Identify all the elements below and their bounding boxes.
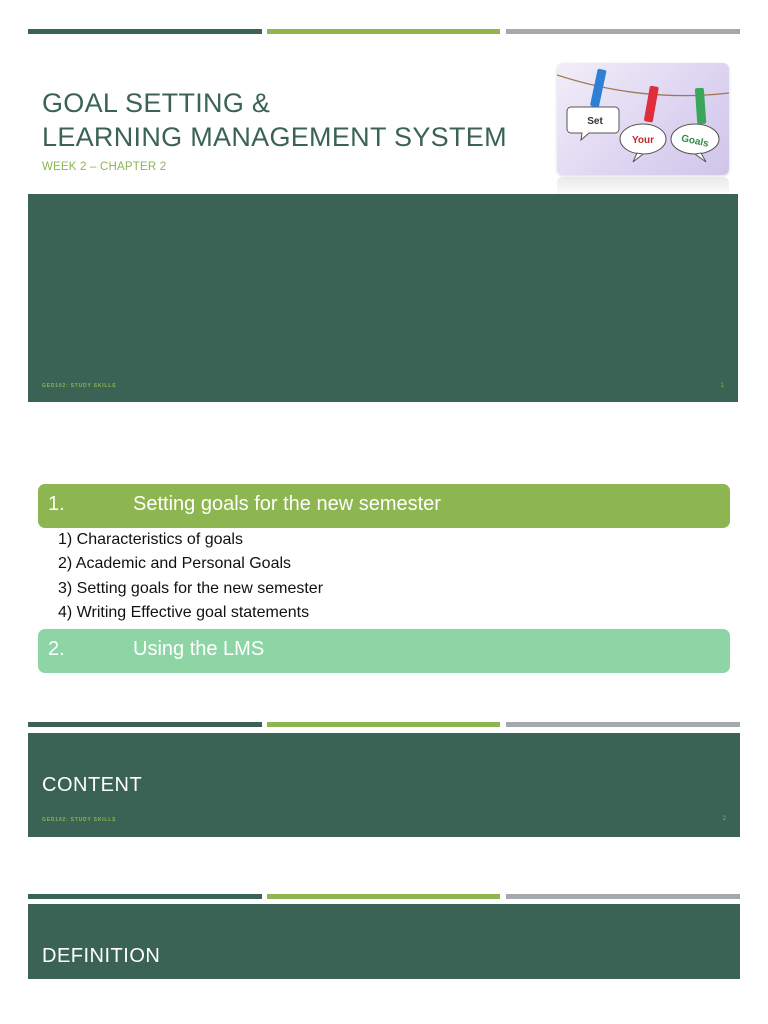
- accent-bar-green: [267, 894, 500, 899]
- title-slide-panel: [28, 194, 738, 402]
- accent-bar-green: [267, 29, 500, 34]
- accent-bar-dark: [28, 722, 262, 727]
- green-clothespin-icon: [695, 88, 706, 125]
- list-item: 3) Setting goals for the new semester: [58, 580, 324, 597]
- slide-subtitle: WEEK 2 – CHAPTER 2: [42, 161, 167, 173]
- section-2-label: Using the LMS: [133, 638, 265, 660]
- accent-bar-dark: [28, 29, 262, 34]
- accent-bar-dark: [28, 894, 262, 899]
- list-item: 2) Academic and Personal Goals: [58, 555, 292, 572]
- set-your-goals-image: [557, 63, 729, 175]
- goals-illustration: [557, 63, 729, 175]
- list-item: 4) Writing Effective goal statements: [58, 604, 310, 621]
- list-item: 1) Characteristics of goals: [58, 531, 243, 548]
- bubble-goals-text: Goals: [680, 133, 710, 150]
- accent-bar-gray: [506, 722, 740, 727]
- slide-footer: GED102: STUDY SKILLS: [42, 383, 117, 389]
- title-line-1: GOAL SETTING &: [42, 88, 271, 118]
- section-2-bar: [38, 629, 730, 673]
- section-1-number: 1.: [48, 493, 65, 515]
- section-1-label: Setting goals for the new semester: [133, 493, 441, 515]
- page-number: 2: [722, 816, 726, 822]
- definition-slide-panel: [28, 904, 740, 979]
- bubble-your-text: Your: [631, 135, 655, 146]
- page-number: 1: [720, 383, 724, 389]
- section-1-bar: [38, 484, 730, 528]
- bubble-set-text: Set: [587, 116, 603, 127]
- title-line-2: LEARNING MANAGEMENT SYSTEM: [42, 122, 507, 152]
- content-slide-panel: [28, 733, 740, 837]
- accent-bar-gray: [506, 29, 740, 34]
- definition-heading: DEFINITION: [42, 945, 161, 967]
- slide-footer: GED102: STUDY SKILLS: [42, 817, 117, 823]
- red-clothespin-icon: [644, 86, 659, 123]
- accent-bar-gray: [506, 894, 740, 899]
- slide-title: [42, 86, 507, 154]
- section-2-number: 2.: [48, 638, 65, 660]
- accent-bar-green: [267, 722, 500, 727]
- content-heading: CONTENT: [42, 774, 143, 796]
